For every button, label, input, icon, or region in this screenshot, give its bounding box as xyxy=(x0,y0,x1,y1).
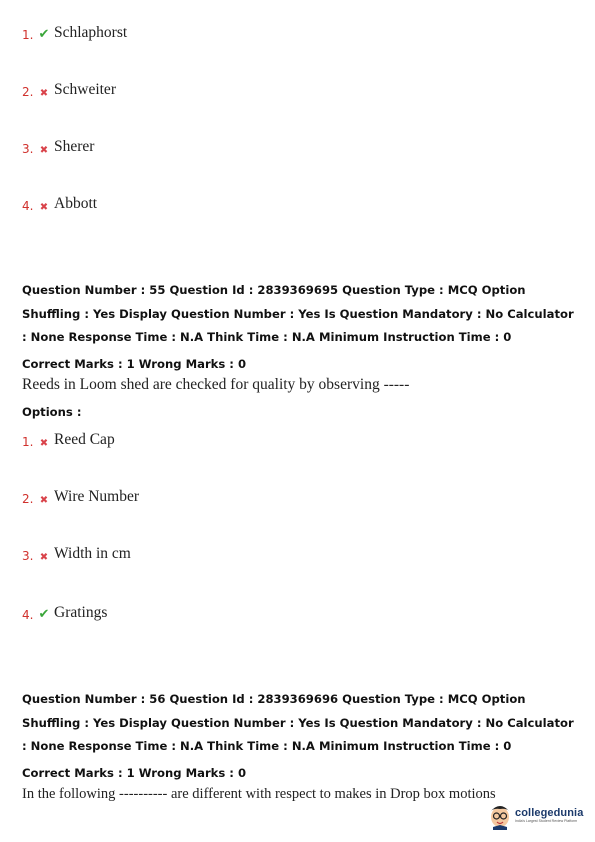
q54-option-2 xyxy=(22,81,116,99)
option-number: 2. xyxy=(22,85,34,99)
check-icon: ✔ xyxy=(38,607,50,622)
q55-question-text: Reeds in Loom shed are checked for quality by observing ----- xyxy=(22,376,410,393)
option-text: Wire Number xyxy=(54,488,140,505)
option-number: 4. xyxy=(22,199,34,213)
option-text: Abbott xyxy=(54,195,98,212)
cross-icon: ✖ xyxy=(39,88,49,99)
q55-option-3 xyxy=(22,545,131,563)
q55-meta: Question Number : 55 Question Id : 2839369695 Question Type : MCQ Option Shuffling : Yes Display Question Number : Yes Is Question Mandatory : No Calculator : None Response Time : N.A Think Time : N.A Minimum Instruction Time : 0 xyxy=(22,283,574,344)
option-number: 1. xyxy=(22,435,34,449)
cross-icon: ✖ xyxy=(39,552,49,563)
cross-icon: ✖ xyxy=(39,202,49,213)
q54-option-3 xyxy=(22,138,94,156)
cross-icon: ✖ xyxy=(39,438,49,449)
mascot-icon xyxy=(487,800,513,830)
option-text: Sherer xyxy=(54,138,95,155)
option-text: Gratings xyxy=(54,604,108,621)
option-number: 2. xyxy=(22,492,34,506)
option-text: Schlaphorst xyxy=(54,24,128,41)
check-icon: ✔ xyxy=(38,27,50,42)
q55-options-label: Options : xyxy=(22,405,82,419)
q56-meta: Question Number : 56 Question Id : 2839369696 Question Type : MCQ Option Shuffling : Yes Display Question Number : Yes Is Question Mandatory : No Calculator : None Response Time : N.A Think Time : N.A Minimum Instruction Time : 0 xyxy=(22,692,574,753)
option-number: 1. xyxy=(22,28,34,42)
logo-tagline: India's Largest Student Review Platform xyxy=(515,819,578,823)
option-number: 4. xyxy=(22,608,34,622)
cross-icon: ✖ xyxy=(39,495,49,506)
q55-marks: Correct Marks : 1 Wrong Marks : 0 xyxy=(22,357,247,371)
q55-option-4 xyxy=(22,604,107,622)
q55-option-1 xyxy=(22,431,115,449)
q56-question-text: In the following ---------- are different with respect to makes in Drop box motions xyxy=(22,786,496,802)
option-text: Width in cm xyxy=(54,545,131,562)
option-text: Reed Cap xyxy=(54,431,115,448)
q54-option-4 xyxy=(22,195,97,213)
cross-icon: ✖ xyxy=(39,145,49,156)
option-number: 3. xyxy=(22,142,34,156)
q56-marks: Correct Marks : 1 Wrong Marks : 0 xyxy=(22,766,247,780)
option-text: Schweiter xyxy=(54,81,116,98)
collegedunia-logo xyxy=(487,800,583,830)
q54-option-1 xyxy=(22,24,127,42)
logo-name: collegedunia xyxy=(515,807,584,819)
option-number: 3. xyxy=(22,549,34,563)
q55-option-2 xyxy=(22,488,139,506)
